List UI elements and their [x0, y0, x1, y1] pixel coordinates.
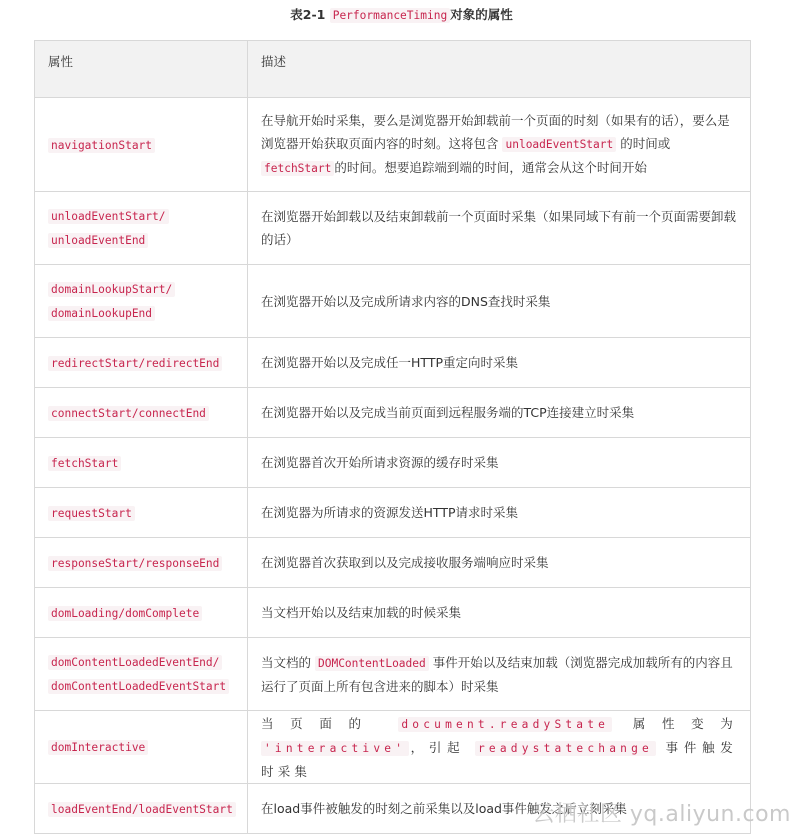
table-row: [35, 388, 751, 438]
table-row: [35, 588, 751, 638]
inline-code: DOMContentLoaded: [315, 656, 429, 671]
property-name: unloadEventEnd: [48, 233, 148, 248]
description-cell: [248, 388, 751, 438]
description-cell: [248, 711, 751, 784]
table-row: [35, 265, 751, 338]
description-text: 当页面的: [261, 715, 399, 731]
description-text: 的时间或: [616, 136, 671, 151]
description-cell: [248, 98, 751, 192]
caption-suffix: 对象的属性: [450, 7, 513, 22]
description-text: ，引起: [409, 739, 475, 755]
description-text: 在浏览器开始以及完成任一HTTP重定向时采集: [261, 355, 518, 370]
description-text: 事件触发时采集: [261, 739, 737, 779]
property-name: domainLookupEnd: [48, 306, 155, 321]
property-cell: [35, 784, 248, 834]
description-text: 在load事件被触发的时刻之前采集以及load事件触发之后立刻采集: [261, 801, 627, 816]
description-cell: [248, 488, 751, 538]
inline-code: fetchStart: [261, 161, 334, 176]
description-cell: [248, 338, 751, 388]
description-text: 在浏览器开始卸载以及结束卸载前一个页面时采集（如果同域下有前一个页面需要卸载的话）: [261, 209, 737, 247]
property-name: domInteractive: [48, 740, 148, 755]
description-text: 在浏览器首次获取到以及完成接收服务端响应时采集: [261, 555, 549, 570]
property-name: redirectStart/redirectEnd: [48, 356, 222, 371]
property-name: fetchStart: [48, 456, 121, 471]
inline-code: unloadEventStart: [502, 137, 616, 152]
description-cell: [248, 192, 751, 265]
table-row: [35, 438, 751, 488]
property-name: domContentLoadedEventStart: [48, 679, 229, 694]
property-cell: [35, 711, 248, 784]
property-cell: [35, 98, 248, 192]
description-cell: [248, 438, 751, 488]
header-property: 属性: [35, 41, 248, 98]
caption-label: 表2-1: [290, 7, 326, 22]
description-text: 在浏览器首次开始所请求资源的缓存时采集: [261, 455, 499, 470]
table-caption: [0, 6, 803, 25]
property-cell: [35, 338, 248, 388]
description-cell: [248, 638, 751, 711]
inline-code: readystatechange: [475, 741, 656, 756]
property-cell: [35, 438, 248, 488]
property-name: connectStart/connectEnd: [48, 406, 209, 421]
table-body: [35, 98, 751, 834]
watermark: 云栖社区 yq.aliyun.com: [532, 802, 791, 827]
property-name: domLoading/domComplete: [48, 606, 202, 621]
description-text: 的时间。想要追踪端到端的时间，通常会从这个时间开始: [334, 160, 647, 175]
description-text: 在浏览器为所请求的资源发送HTTP请求时采集: [261, 505, 518, 520]
table-row: [35, 711, 751, 784]
description-cell: [248, 588, 751, 638]
description-text: 事件开始以及结束加载（浏览器完成加载所有的内容且运行了页面上所有包含进来的脚本）时采集: [261, 654, 733, 694]
property-name: navigationStart: [48, 138, 155, 153]
property-name: loadEventEnd/loadEventStart: [48, 802, 236, 817]
property-cell: [35, 588, 248, 638]
property-cell: [35, 192, 248, 265]
property-cell: [35, 388, 248, 438]
property-cell: [35, 538, 248, 588]
property-cell: [35, 488, 248, 538]
table-row: [35, 488, 751, 538]
property-cell: [35, 265, 248, 338]
table-row: [35, 98, 751, 192]
caption-code: PerformanceTiming: [330, 8, 451, 23]
inline-code: document.readyState: [398, 717, 612, 732]
property-name: domContentLoadedEventEnd/: [48, 655, 222, 670]
property-name: unloadEventStart/: [48, 209, 169, 224]
table-row: [35, 192, 751, 265]
property-cell: [35, 638, 248, 711]
description-cell: [248, 538, 751, 588]
table-row: [35, 538, 751, 588]
description-cell: [248, 265, 751, 338]
property-name: requestStart: [48, 506, 135, 521]
table-row: [35, 638, 751, 711]
description-text: 当文档的: [261, 654, 315, 670]
inline-code: 'interactive': [261, 741, 409, 756]
table-header-row: [35, 41, 751, 98]
description-text: 在导航开始时采集，要么是浏览器开始卸载前一个页面的时刻（如果有的话），要么是浏览器开始获取页面内容的时刻。这将包含: [261, 113, 730, 151]
description-text: 在浏览器开始以及完成当前页面到远程服务端的TCP连接建立时采集: [261, 405, 635, 420]
description-text: 属性变为: [612, 715, 737, 731]
description-text: 当文档开始以及结束加载的时候采集: [261, 605, 462, 620]
performance-timing-table: [34, 40, 751, 834]
table-row: [35, 338, 751, 388]
description-text: 在浏览器开始以及完成所请求内容的DNS查找时采集: [261, 293, 551, 309]
header-description: 描述: [248, 41, 751, 98]
property-name: domainLookupStart/: [48, 282, 175, 297]
property-name: responseStart/responseEnd: [48, 556, 222, 571]
